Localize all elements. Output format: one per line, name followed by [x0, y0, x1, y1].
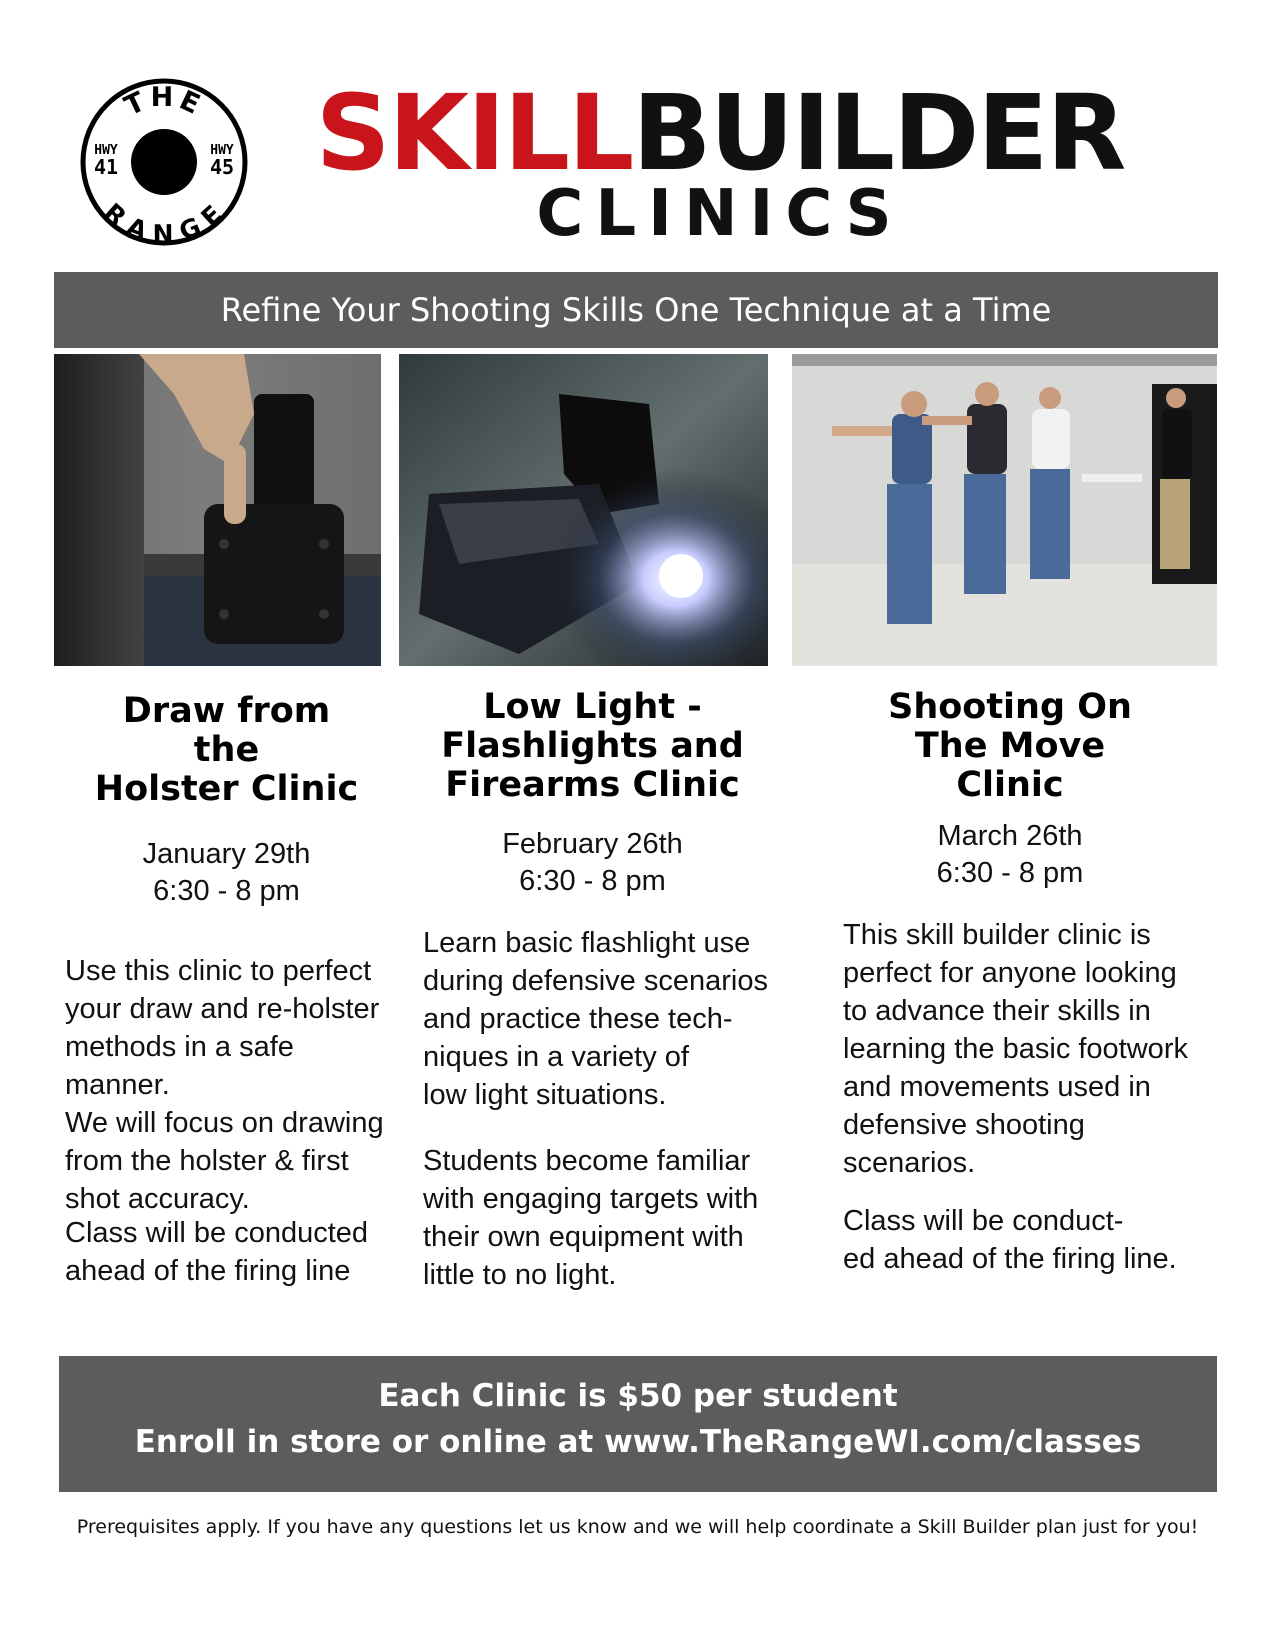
clinic-2-note [423, 1142, 783, 1294]
logo-right-num: 45 [209, 155, 235, 179]
clinic-3-time: 6:30 - 8 pm [936, 857, 1084, 889]
clinic-column-1 [54, 692, 399, 809]
clinic-3-schedule [800, 818, 1220, 892]
clinic-1-title: Draw from the Holster Clinic [94, 691, 359, 809]
clinic-3-date: March 26th [937, 820, 1083, 852]
the-range-logo [80, 78, 248, 246]
clinic-column-3 [800, 688, 1220, 805]
clinic-1-note [65, 1214, 405, 1290]
clinic-2-para-1: Learn basic flashlight use during defensive scenarios and practice these tech- niques in a variety of low light situations. [423, 927, 768, 1111]
price-text: Each Clinic is $50 per student [378, 1378, 898, 1414]
price-bar [59, 1356, 1217, 1492]
clinic-1-date: January 29th [142, 838, 311, 870]
clinic-2-description [423, 924, 783, 1114]
clinic-1-description [65, 952, 405, 1218]
clinic-2-title: Low Light - Flashlights and Firearms Clinic [441, 687, 744, 805]
logo-top-text: THE [119, 81, 209, 123]
flashlight-pistol-photo [399, 354, 768, 666]
clinic-3-note [843, 1202, 1223, 1278]
clinic-1-para-2: Class will be conducted ahead of the firing line [65, 1217, 369, 1287]
prerequisites-note: Prerequisites apply. If you have any questions let us know and we will help coordinate a Skill Builder plan just for you! [76, 1516, 1199, 1538]
clinic-column-2 [405, 688, 780, 805]
clinic-2-schedule [405, 826, 780, 900]
logo-right-hwy: HWY [210, 143, 234, 158]
clinic-3-title: Shooting On The Move Clinic [888, 687, 1132, 805]
clinic-2-date: February 26th [502, 828, 683, 860]
clinic-3-para-1: This skill builder clinic is perfect for anyone looking to advance their skills in learning the basic footwork and movements used in defensive shooting scenarios. [843, 919, 1188, 1179]
clinic-2-para-2: Students become familiar with engaging targets with their own equipment with little to no light. [423, 1145, 759, 1291]
clinic-3-para-2: Class will be conduct- ed ahead of the firing line. [843, 1205, 1177, 1275]
clinic-1-schedule [54, 836, 399, 910]
page-subtitle: CLINICS [536, 177, 904, 251]
title-builder: BUILDER [632, 72, 1125, 194]
page-title [300, 72, 1140, 194]
clinic-1-time: 6:30 - 8 pm [153, 875, 300, 907]
tagline-bar [54, 272, 1218, 348]
clinic-2-time: 6:30 - 8 pm [519, 865, 666, 897]
clinic-1-para-1: Use this clinic to perfect your draw and re-holster methods in a safe manner. We will focus on drawing from the holster & first shot accuracy. [65, 955, 384, 1215]
logo-left-num: 41 [93, 155, 119, 179]
shooting-range-photo [792, 354, 1217, 666]
tagline-text: Refine Your Shooting Skills One Technique at a Time [220, 291, 1052, 329]
logo-bottom-text: RANGE [98, 197, 230, 246]
title-skill: SKILL [315, 72, 633, 194]
logo-left-hwy: HWY [94, 143, 118, 158]
holster-draw-photo [54, 354, 381, 666]
clinic-3-description [843, 916, 1223, 1182]
enroll-text: Enroll in store or online at www.TheRangeWI.com/classes [134, 1424, 1142, 1460]
